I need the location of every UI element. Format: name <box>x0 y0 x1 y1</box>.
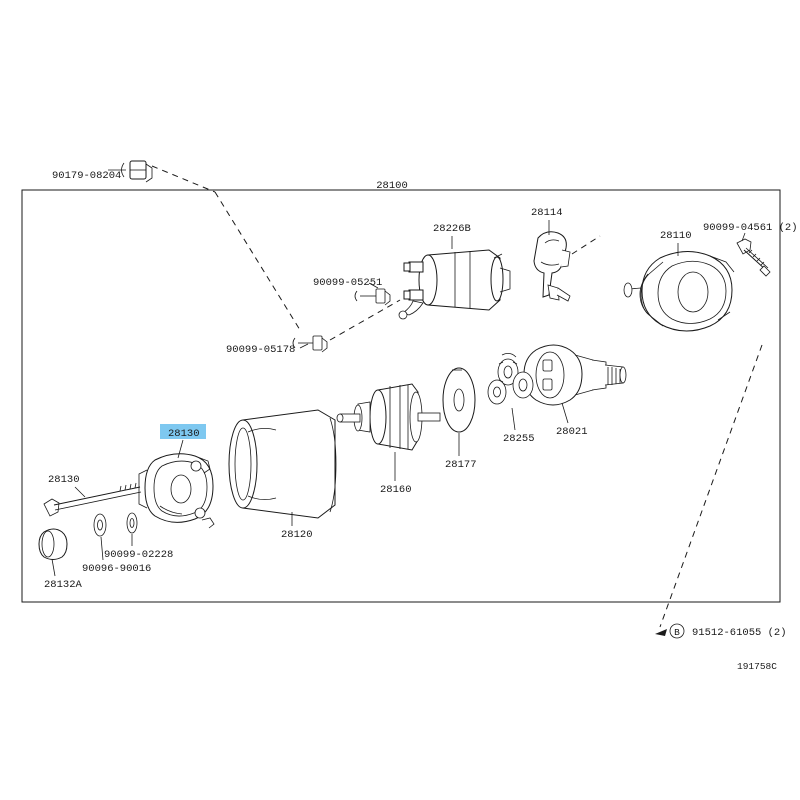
part-28160-graphic <box>337 384 440 450</box>
part-label-28114: 28114 <box>531 207 563 219</box>
part-label-28160: 28160 <box>380 484 412 496</box>
part-28021-graphic <box>524 345 626 405</box>
leader-arrow <box>655 629 667 636</box>
leader-dash-solenoid <box>330 300 400 340</box>
leader-90099-04572 <box>75 487 85 497</box>
leader-90096-90016 <box>101 537 103 560</box>
bolt-symbol-b: B <box>674 627 680 638</box>
part-label-28132A: 28132A <box>44 579 82 591</box>
leader-28021 <box>562 403 568 423</box>
part-label-90099-05251: 90099-05251 <box>313 277 383 289</box>
part-90099-05178-graphic <box>293 336 327 352</box>
leader-91512-dash <box>660 345 762 627</box>
part-28110-graphic <box>624 251 734 331</box>
part-label-90099-02228: 90099-02228 <box>104 549 174 561</box>
leader-28255 <box>512 408 515 430</box>
part-label-90099-05178: 90099-05178 <box>226 344 296 356</box>
part-28226B-graphic <box>399 250 510 319</box>
part-90099-04572-graphic <box>44 483 141 516</box>
part-label-90099-04572: 28130 <box>48 474 80 486</box>
part-label-90099-04561: 90099-04561 (2) <box>703 222 798 234</box>
part-label-28130: 28130 <box>168 428 200 440</box>
part-90099-02228-graphic <box>127 513 137 533</box>
part-28132A-graphic <box>39 529 67 560</box>
diagram-footer-code: 191758C <box>737 661 777 672</box>
part-90096-90016-graphic <box>94 514 106 536</box>
part-28130-graphic <box>139 454 214 528</box>
part-label-91512-61055: 91512-61055 (2) <box>692 627 787 639</box>
part-90099-05251-graphic <box>355 289 390 305</box>
part-28177-graphic <box>443 368 475 432</box>
part-90099-04561-graphic <box>737 239 770 276</box>
part-28120-graphic <box>229 410 336 518</box>
leader-90099-05178 <box>300 344 308 348</box>
part-label-28255: 28255 <box>503 433 535 445</box>
leader-90179 <box>152 166 215 192</box>
part-label-90179-08204: 90179-08204 <box>52 170 122 182</box>
part-label-28177: 28177 <box>445 459 477 471</box>
leader-90179-b <box>215 192 300 330</box>
part-label-28100: 28100 <box>376 180 408 192</box>
part-28114-graphic <box>534 232 570 301</box>
leader-28114-dash <box>572 236 600 254</box>
part-label-28021: 28021 <box>556 426 588 438</box>
part-label-90096-90016: 90096-90016 <box>82 563 152 575</box>
leader-28132A <box>52 559 55 576</box>
part-91512-61055-graphic <box>670 624 684 638</box>
part-label-28226B: 28226B <box>433 223 471 235</box>
part-label-28120: 28120 <box>281 529 313 541</box>
part-label-28110: 28110 <box>660 230 692 242</box>
